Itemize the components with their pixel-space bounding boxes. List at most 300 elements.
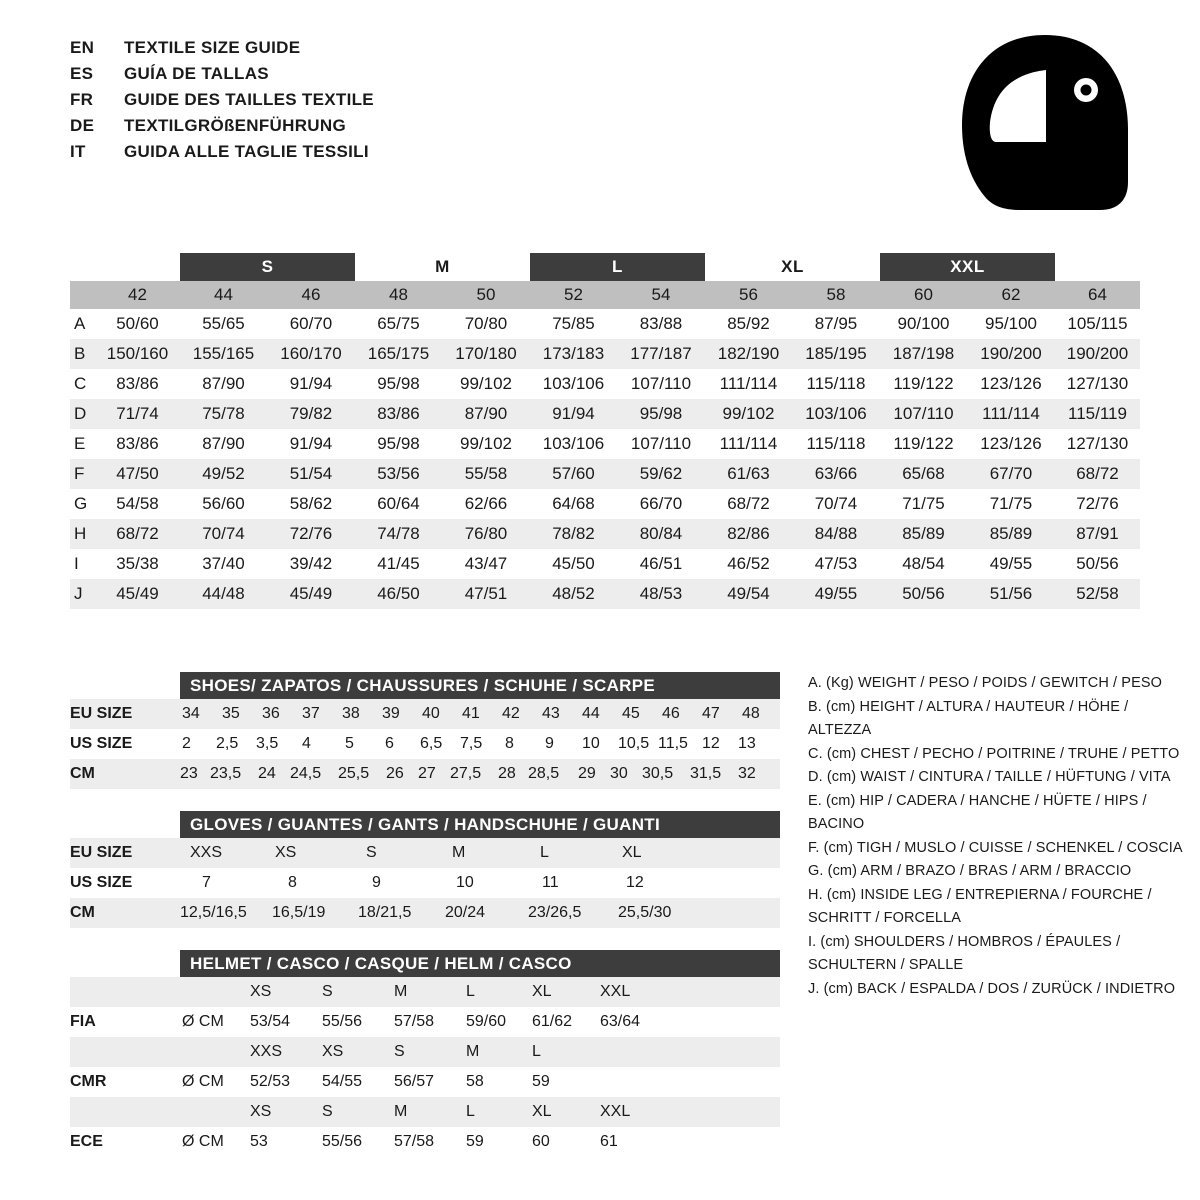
- table-header-cell: XS: [250, 1103, 272, 1120]
- table-cell: 23/26,5: [528, 904, 582, 921]
- size-number-58: 58: [826, 285, 846, 304]
- table-cell: 57/60: [552, 464, 595, 483]
- section-spacer: [70, 928, 780, 950]
- table-cell: 87/90: [202, 434, 245, 453]
- table-cell: 50/56: [902, 584, 945, 603]
- table-cell: 85/89: [902, 524, 945, 543]
- table-header-cell: XXS: [250, 1043, 283, 1060]
- table-cell: 2,5: [216, 735, 239, 752]
- row-label: I: [74, 554, 79, 573]
- table-cell: 53/56: [377, 464, 420, 483]
- table-cell: 57/58: [394, 1013, 435, 1030]
- table-cell: 27,5: [450, 765, 482, 782]
- size-number-64: 64: [1088, 285, 1107, 304]
- table-cell: 95/98: [377, 434, 420, 453]
- table-row: [70, 549, 1140, 579]
- table-header-cell: M: [394, 983, 408, 1000]
- table-row: [70, 339, 1140, 369]
- shoes-cm-row: [70, 759, 780, 789]
- table-cell: 25,5: [338, 765, 370, 782]
- table-header-cell: S: [394, 1043, 405, 1060]
- table-header-cell: XL: [532, 983, 552, 1000]
- table-cell: XS: [275, 844, 297, 861]
- guide-title-en: TEXTILE SIZE GUIDE: [124, 38, 301, 57]
- row-label: D: [74, 404, 87, 423]
- table-cell: 10: [456, 874, 474, 891]
- table-cell: 49/55: [814, 584, 858, 603]
- table-cell: 48/53: [639, 584, 683, 603]
- row-label: F: [74, 464, 85, 483]
- table-cell: 53/54: [250, 1013, 291, 1030]
- table-cell: 13: [738, 735, 756, 752]
- table-cell: 72/76: [289, 524, 333, 543]
- table-cell: 103/106: [805, 404, 867, 423]
- table-cell: 111/114: [719, 434, 778, 453]
- size-number-54: 54: [651, 285, 671, 304]
- legend-line: J. (cm) BACK / ESPALDA / DOS / ZURÜCK / INDIETRO: [808, 980, 1176, 997]
- table-cell: 155/165: [192, 344, 255, 363]
- size-number-62: 62: [1001, 285, 1021, 304]
- row-label: FIA: [70, 1013, 96, 1030]
- table-cell: 10,5: [618, 735, 650, 752]
- table-cell: 83/88: [639, 314, 683, 333]
- table-cell: 83/86: [116, 434, 159, 453]
- table-cell: 61/62: [532, 1013, 573, 1030]
- table-cell: 99/102: [460, 434, 512, 453]
- table-cell: 99/102: [460, 374, 512, 393]
- shoes-us-size-row: [70, 729, 780, 759]
- table-cell: 70/80: [464, 314, 508, 333]
- language-code-fr: FR: [70, 90, 94, 109]
- legend-line: I. (cm) SHOULDERS / HOMBROS / ÉPAULES /: [808, 933, 1121, 950]
- table-cell: 63/66: [814, 464, 858, 483]
- table-header-cell: XS: [322, 1043, 344, 1060]
- table-cell: 107/110: [893, 404, 954, 423]
- table-cell: 160/170: [280, 344, 342, 363]
- table-cell-unit: Ø CM: [182, 1073, 224, 1090]
- table-header-cell: L: [466, 1103, 475, 1120]
- table-cell: 56/57: [394, 1073, 435, 1090]
- table-cell: 25,5/30: [618, 904, 672, 921]
- table-cell: 85/92: [727, 314, 770, 333]
- table-cell: 51/54: [289, 464, 333, 483]
- table-cell: 76/80: [464, 524, 508, 543]
- table-cell: 65/68: [902, 464, 945, 483]
- table-cell: 173/183: [542, 344, 605, 363]
- table-cell: 16,5/19: [272, 904, 326, 921]
- table-cell: 27: [418, 765, 436, 782]
- table-cell: 91/94: [289, 434, 333, 453]
- table-cell: 28: [498, 765, 516, 782]
- table-cell: 177/187: [630, 344, 692, 363]
- table-cell: 12: [626, 874, 644, 891]
- table-cell-unit: Ø CM: [182, 1133, 224, 1150]
- table-cell: 75/85: [552, 314, 595, 333]
- table-cell: 32: [738, 765, 756, 782]
- table-cell: 84/88: [814, 524, 858, 543]
- table-row: [70, 399, 1140, 429]
- size-band-l: L: [530, 253, 705, 281]
- table-cell: M: [452, 844, 466, 861]
- table-cell: 95/100: [985, 314, 1037, 333]
- table-cell: 190/200: [1066, 344, 1129, 363]
- table-row: [70, 429, 1140, 459]
- helmet-ece-header-row: [70, 1097, 780, 1127]
- table-row: [70, 309, 1140, 339]
- legend-line: H. (cm) INSIDE LEG / ENTREPIERNA / FOURCHE /: [808, 886, 1152, 903]
- table-cell: 46/50: [377, 584, 420, 603]
- table-cell: 60/64: [377, 494, 420, 513]
- table-cell: 5: [345, 735, 354, 752]
- size-number-row: [70, 281, 1140, 309]
- table-cell: 11: [542, 874, 559, 891]
- table-cell: 75/78: [202, 404, 245, 423]
- table-cell: 64/68: [552, 494, 595, 513]
- table-cell: 79/82: [289, 404, 333, 423]
- size-number-60: 60: [914, 285, 933, 304]
- table-cell: 35/38: [116, 554, 159, 573]
- legend-line: SCHULTERN / SPALLE: [808, 957, 964, 973]
- table-cell: 50/60: [116, 314, 159, 333]
- table-cell: 39: [382, 705, 400, 722]
- table-cell: 71/75: [902, 494, 945, 513]
- table-cell: 52/53: [250, 1073, 291, 1090]
- size-number-42: 42: [128, 285, 147, 304]
- table-cell: 57/58: [394, 1133, 435, 1150]
- table-cell: 99/102: [722, 404, 775, 423]
- header-title-block: [70, 38, 374, 168]
- table-header-cell: L: [532, 1043, 541, 1060]
- table-cell: 8: [288, 874, 297, 891]
- table-cell: 123/126: [980, 434, 1042, 453]
- size-number-48: 48: [389, 285, 408, 304]
- table-cell: 182/190: [717, 344, 780, 363]
- table-cell: 37/40: [202, 554, 245, 573]
- table-cell: 43: [542, 705, 560, 722]
- table-cell: 59/62: [639, 464, 683, 483]
- table-cell: 170/180: [455, 344, 517, 363]
- table-cell: 95/98: [377, 374, 420, 393]
- table-row: [70, 459, 1140, 489]
- table-cell: 65/75: [377, 314, 420, 333]
- table-cell: 23,5: [210, 765, 242, 782]
- table-cell: 68/72: [1076, 464, 1119, 483]
- table-cell: 54/55: [322, 1073, 363, 1090]
- table-cell: 70/74: [202, 524, 245, 543]
- row-label: G: [74, 494, 88, 513]
- size-band-xl: XL: [781, 257, 804, 276]
- helmet-icon: [950, 30, 1140, 215]
- table-cell: 187/198: [892, 344, 955, 363]
- row-label: EU SIZE: [70, 705, 133, 722]
- table-cell: 105/115: [1067, 314, 1128, 333]
- table-cell: 66/70: [639, 494, 683, 513]
- table-cell: 48: [742, 705, 760, 722]
- table-cell: 46/51: [639, 554, 683, 573]
- size-band-m: M: [435, 257, 450, 276]
- table-cell: 55/56: [322, 1013, 363, 1030]
- table-cell: 45/50: [552, 554, 595, 573]
- row-label: CMR: [70, 1073, 107, 1090]
- table-cell: 185/195: [805, 344, 867, 363]
- size-number-44: 44: [214, 285, 233, 304]
- title-row-es: [70, 64, 374, 90]
- helmet-fia-header-row: [70, 977, 780, 1007]
- size-band-s: S: [180, 253, 355, 281]
- table-cell: 51/56: [989, 584, 1033, 603]
- table-cell: 90/100: [897, 314, 950, 333]
- legend-line: C. (cm) CHEST / PECHO / POITRINE / TRUHE / PETTO: [808, 745, 1180, 762]
- table-cell: 9: [372, 874, 381, 891]
- table-cell: 78/82: [552, 524, 595, 543]
- row-label: US SIZE: [70, 874, 133, 891]
- table-cell: 7,5: [460, 735, 483, 752]
- helmet-ece-row: [70, 1127, 780, 1157]
- shoes-eu-size-row: [70, 699, 780, 729]
- table-cell: 52/58: [1076, 584, 1119, 603]
- table-cell: 41: [462, 705, 480, 722]
- table-header-cell: S: [322, 983, 333, 1000]
- table-cell: 23: [180, 765, 198, 782]
- legend-line: F. (cm) TIGH / MUSLO / CUISSE / SCHENKEL / COSCIA: [808, 839, 1183, 856]
- table-cell: 62/66: [464, 494, 508, 513]
- table-cell: 59: [532, 1073, 550, 1090]
- row-label: H: [74, 524, 87, 543]
- table-cell: 82/86: [727, 524, 770, 543]
- table-cell: 55/58: [464, 464, 508, 483]
- shoes-section-title: SHOES/ ZAPATOS / CHAUSSURES / SCHUHE / SCARPE: [180, 672, 780, 699]
- table-cell: 46/52: [727, 554, 770, 573]
- table-cell: 41/45: [377, 554, 420, 573]
- table-cell: 115/118: [806, 434, 866, 453]
- row-label: EU SIZE: [70, 844, 133, 861]
- table-row: [70, 489, 1140, 519]
- guide-title-it: GUIDA ALLE TAGLIE TESSILI: [124, 142, 369, 161]
- table-header-cell: XS: [250, 983, 272, 1000]
- size-band-row: [70, 253, 1140, 281]
- table-cell: 36: [262, 705, 280, 722]
- table-cell: 24: [258, 765, 276, 782]
- table-cell: 127/130: [1066, 434, 1129, 453]
- row-label: ECE: [70, 1133, 103, 1150]
- table-cell: 37: [302, 705, 320, 722]
- table-cell: XL: [622, 844, 642, 861]
- table-cell: 60: [532, 1133, 550, 1150]
- table-cell: 47/53: [814, 554, 858, 573]
- table-cell: 150/160: [106, 344, 169, 363]
- table-cell: 49/52: [202, 464, 245, 483]
- table-header-cell: M: [466, 1043, 480, 1060]
- legend-line: G. (cm) ARM / BRAZO / BRAS / ARM / BRACCIO: [808, 863, 1132, 879]
- table-cell: 83/86: [377, 404, 420, 423]
- table-cell: 6: [385, 735, 394, 752]
- table-cell: 43/47: [464, 554, 508, 573]
- size-number-50: 50: [476, 285, 496, 304]
- table-cell: 24,5: [290, 765, 322, 782]
- table-header-cell: XL: [532, 1103, 552, 1120]
- guide-title-de: TEXTILGRÖßENFÜHRUNG: [124, 116, 346, 135]
- table-cell: 58: [466, 1073, 484, 1090]
- helmet-section-title: HELMET / CASCO / CASQUE / HELM / CASCO: [180, 950, 780, 977]
- table-cell: 18/21,5: [358, 904, 412, 921]
- table-cell: 95/98: [639, 404, 683, 423]
- table-cell: 119/122: [893, 434, 954, 453]
- table-cell: 74/78: [377, 524, 420, 543]
- size-number-56: 56: [739, 285, 758, 304]
- table-cell: 49/54: [727, 584, 770, 603]
- table-cell: 9: [545, 735, 554, 752]
- table-cell: 28,5: [528, 765, 560, 782]
- legend-line: D. (cm) WAIST / CINTURA / TAILLE / HÜFTUNG / VITA: [808, 769, 1171, 785]
- table-cell: 91/94: [552, 404, 595, 423]
- table-cell: 39/42: [289, 554, 333, 573]
- table-cell: 45: [622, 705, 640, 722]
- table-cell: 4: [302, 735, 311, 752]
- table-cell: 87/90: [202, 374, 245, 393]
- table-cell: 47/51: [464, 584, 508, 603]
- table-cell: 47/50: [116, 464, 159, 483]
- table-cell: 107/110: [630, 434, 692, 453]
- table-cell: 127/130: [1066, 374, 1129, 393]
- table-cell: 107/110: [630, 374, 692, 393]
- table-cell: 42: [502, 705, 520, 722]
- size-number-52: 52: [564, 285, 583, 304]
- gloves-section-title: GLOVES / GUANTES / GANTS / HANDSCHUHE / GUANTI: [180, 811, 780, 838]
- table-cell: 45/49: [289, 584, 333, 603]
- gloves-us-size-row: [70, 868, 780, 898]
- table-cell: 59: [466, 1133, 484, 1150]
- table-cell: 31,5: [690, 765, 722, 782]
- table-cell: 48/52: [552, 584, 595, 603]
- table-cell: S: [366, 844, 377, 861]
- table-cell: 87/90: [464, 404, 508, 423]
- table-cell: 61/63: [727, 464, 770, 483]
- table-cell: 3,5: [256, 735, 279, 752]
- size-number-46: 46: [301, 285, 321, 304]
- table-cell: 60/70: [289, 314, 333, 333]
- gloves-cm-row: [70, 898, 780, 928]
- table-cell: 67/70: [989, 464, 1033, 483]
- table-cell: 56/60: [202, 494, 245, 513]
- size-band-xxl: XXL: [880, 253, 1055, 281]
- table-cell: L: [540, 844, 549, 861]
- table-cell: 8: [505, 735, 514, 752]
- table-header-cell: M: [394, 1103, 408, 1120]
- table-cell: 30,5: [642, 765, 674, 782]
- table-cell: 87/91: [1076, 524, 1119, 543]
- row-label: CM: [70, 904, 95, 921]
- table-cell: XXS: [190, 844, 223, 861]
- helmet-cmr-row: [70, 1067, 780, 1097]
- table-cell: 30: [610, 765, 628, 782]
- table-cell: 11,5: [658, 735, 688, 752]
- table-cell: 45/49: [116, 584, 159, 603]
- language-code-de: DE: [70, 116, 95, 135]
- table-cell: 47: [702, 705, 720, 722]
- table-cell: 111/114: [719, 374, 778, 393]
- table-header-cell: XXL: [600, 1103, 631, 1120]
- table-cell: 83/86: [116, 374, 159, 393]
- title-row-fr: [70, 90, 374, 116]
- legend-line: A. (Kg) WEIGHT / PESO / POIDS / GEWITCH / PESO: [808, 675, 1162, 691]
- table-cell: 7: [202, 874, 211, 891]
- table-cell: 44: [582, 705, 600, 722]
- table-cell: 12: [702, 735, 720, 752]
- title-row-en: [70, 38, 374, 64]
- table-cell: 58/62: [289, 494, 333, 513]
- table-cell: 6,5: [420, 735, 443, 752]
- table-cell-unit: Ø CM: [182, 1013, 224, 1030]
- legend-line: B. (cm) HEIGHT / ALTURA / HAUTEUR / HÖHE / ALTEZZA: [808, 698, 1129, 738]
- table-cell: 68/72: [116, 524, 159, 543]
- table-cell: 40: [422, 705, 440, 722]
- table-cell: 61: [600, 1133, 618, 1150]
- table-cell: 72/76: [1076, 494, 1119, 513]
- language-code-it: IT: [70, 142, 86, 161]
- legend-line: SCHRITT / FORCELLA: [808, 910, 962, 926]
- guide-title-es: GUÍA DE TALLAS: [124, 64, 269, 83]
- table-cell: 46: [662, 705, 680, 722]
- helmet-cmr-header-row: [70, 1037, 780, 1067]
- table-cell: 29: [578, 765, 596, 782]
- gloves-eu-size-row: [70, 838, 780, 868]
- table-cell: 71/74: [116, 404, 159, 423]
- table-cell: 48/54: [902, 554, 945, 573]
- language-code-es: ES: [70, 64, 94, 83]
- title-row-it: [70, 142, 374, 168]
- row-label: A: [74, 314, 86, 333]
- helmet-fia-row: [70, 1007, 780, 1037]
- table-cell: 68/72: [727, 494, 770, 513]
- table-row: [70, 519, 1140, 549]
- table-header-cell: L: [466, 983, 475, 1000]
- table-row: [70, 579, 1140, 609]
- table-cell: 103/106: [542, 374, 605, 393]
- table-header-cell: XXL: [600, 983, 631, 1000]
- row-label: C: [74, 374, 87, 393]
- table-cell: 34: [182, 705, 200, 722]
- row-label: B: [74, 344, 86, 363]
- table-cell: 115/119: [1068, 404, 1127, 423]
- guide-title-fr: GUIDE DES TAILLES TEXTILE: [124, 90, 374, 109]
- table-cell: 80/84: [639, 524, 683, 543]
- table-cell: 38: [342, 705, 360, 722]
- table-cell: 55/65: [202, 314, 245, 333]
- table-cell: 111/114: [982, 404, 1040, 423]
- table-cell: 103/106: [542, 434, 605, 453]
- table-cell: 20/24: [445, 904, 486, 921]
- table-row: [70, 369, 1140, 399]
- table-cell: 87/95: [814, 314, 858, 333]
- table-cell: 53: [250, 1133, 268, 1150]
- table-cell: 115/118: [806, 374, 866, 393]
- table-cell: 85/89: [989, 524, 1033, 543]
- table-cell: 35: [222, 705, 240, 722]
- table-cell: 44/48: [202, 584, 245, 603]
- legend-line: E. (cm) HIP / CADERA / HANCHE / HÜFTE / HIPS / BACINO: [808, 792, 1147, 832]
- table-cell: 2: [182, 735, 191, 752]
- table-cell: 190/200: [980, 344, 1042, 363]
- language-code-en: EN: [70, 38, 95, 57]
- table-cell: 59/60: [466, 1013, 507, 1030]
- table-cell: 123/126: [980, 374, 1042, 393]
- table-cell: 91/94: [289, 374, 333, 393]
- table-cell: 12,5/16,5: [180, 904, 247, 921]
- measurement-legend: [808, 672, 1188, 1001]
- row-label: E: [74, 434, 86, 453]
- table-cell: 119/122: [893, 374, 954, 393]
- measurements-table: [70, 253, 1140, 609]
